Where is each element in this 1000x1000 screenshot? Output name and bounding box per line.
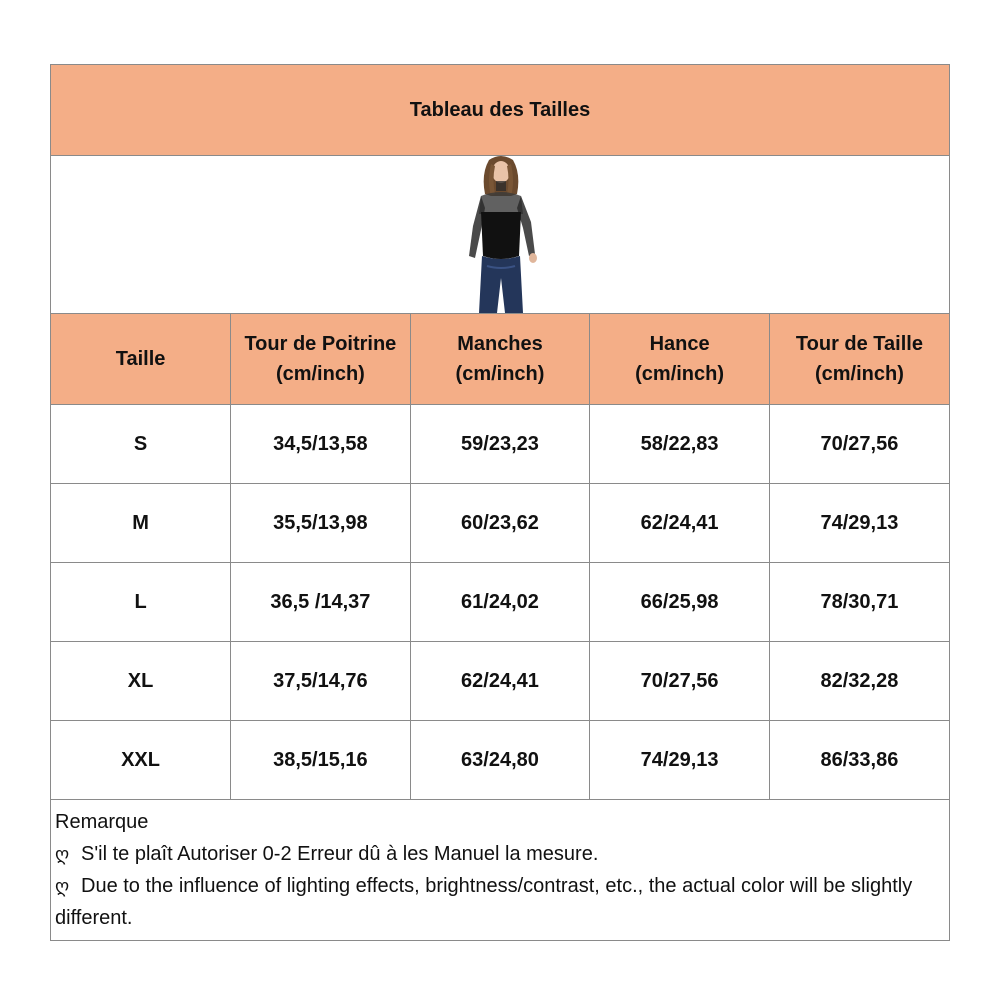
- cell-bust: 35,5/13,98: [231, 484, 411, 563]
- column-header-size: Taille: [51, 314, 231, 405]
- cell-hip: 66/25,98: [590, 563, 770, 642]
- cell-sleeves: 59/23,23: [410, 405, 590, 484]
- table-row: [51, 563, 949, 642]
- cell-waist: 82/32,28: [769, 642, 949, 721]
- cell-hip: 58/22,83: [590, 405, 770, 484]
- cell-waist: 78/30,71: [769, 563, 949, 642]
- cell-sleeves: 61/24,02: [410, 563, 590, 642]
- cell-size: XL: [51, 642, 231, 721]
- remark-item: [55, 870, 945, 934]
- table-row: [51, 721, 949, 800]
- column-header-waist: Tour de Taille (cm/inch): [769, 314, 949, 405]
- remarks-heading: Remarque: [55, 811, 149, 833]
- cell-waist: 70/27,56: [769, 405, 949, 484]
- cell-size: S: [51, 405, 231, 484]
- size-chart: [50, 64, 950, 941]
- column-header-bust: Tour de Poitrine (cm/inch): [231, 314, 411, 405]
- size-table: [51, 314, 949, 800]
- cell-hip: 70/27,56: [590, 642, 770, 721]
- cell-size: XXL: [51, 721, 231, 800]
- table-row: [51, 405, 949, 484]
- cell-hip: 74/29,13: [590, 721, 770, 800]
- remarks-section: [51, 800, 949, 940]
- cell-bust: 34,5/13,58: [231, 405, 411, 484]
- heart-bullet-icon: ღ: [55, 844, 70, 864]
- cell-hip: 62/24,41: [590, 484, 770, 563]
- cell-waist: 74/29,13: [769, 484, 949, 563]
- cell-bust: 38,5/15,16: [231, 721, 411, 800]
- model-photo: [451, 156, 551, 313]
- column-header-sleeves: Manches (cm/inch): [410, 314, 590, 405]
- cell-bust: 37,5/14,76: [231, 642, 411, 721]
- cell-size: L: [51, 563, 231, 642]
- remark-item: [55, 838, 945, 870]
- table-header-row: [51, 314, 949, 405]
- cell-bust: 36,5 /14,37: [231, 563, 411, 642]
- table-row: [51, 484, 949, 563]
- table-row: [51, 642, 949, 721]
- cell-sleeves: 63/24,80: [410, 721, 590, 800]
- cell-sleeves: 60/23,62: [410, 484, 590, 563]
- column-header-hip: Hance (cm/inch): [590, 314, 770, 405]
- chart-title: Tableau des Tailles: [51, 65, 949, 156]
- cell-sleeves: 62/24,41: [410, 642, 590, 721]
- remark-text: Due to the influence of lighting effects, brightness/contrast, etc., the actual color will be slightly different.: [55, 875, 913, 929]
- product-image-row: [51, 156, 949, 314]
- cell-waist: 86/33,86: [769, 721, 949, 800]
- cell-size: M: [51, 484, 231, 563]
- heart-bullet-icon: ღ: [55, 876, 70, 896]
- remark-text: S'il te plaît Autoriser 0-2 Erreur dû à les Manuel la mesure.: [81, 843, 599, 865]
